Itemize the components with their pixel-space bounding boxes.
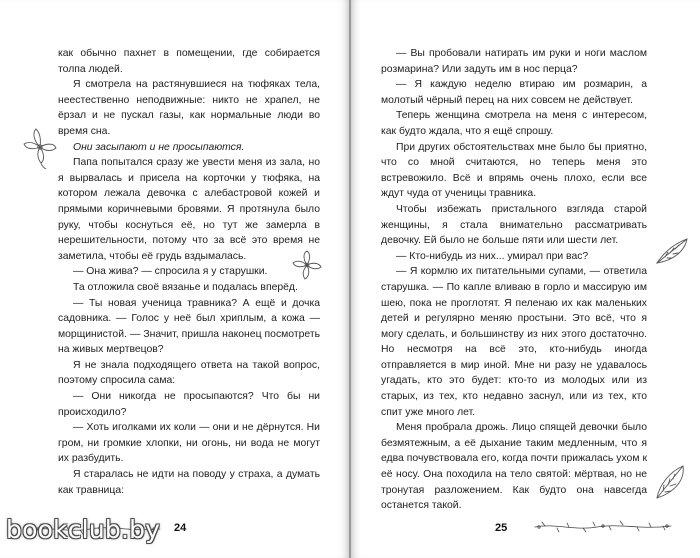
flower-ornament-icon	[290, 248, 324, 282]
page-number: 25	[495, 522, 508, 534]
flower-ornament-icon	[20, 123, 60, 169]
paragraph: Они засыпают и не просыпаются.	[73, 141, 245, 153]
left-page	[0, 0, 349, 558]
page-number: 24	[174, 522, 187, 534]
leaf-ornament-icon	[651, 462, 689, 502]
right-page-text	[381, 46, 647, 514]
paragraph: Я смотрела на растянувшиеся на тюфяках тела, неестественно неподвижные: никто не храпел, не ёрзал и не пускал газы, как нормальные люди во время сна.	[58, 79, 320, 137]
paragraph: как обычно пахнет в помещении, где собирается толпа людей.	[58, 48, 320, 75]
paragraph: Теперь женщина смотрела на меня с интересом, как будто ждала, что я ещё спрошу.	[381, 110, 647, 137]
paragraph: — Она жива? — спросила я у старушки.	[73, 266, 268, 278]
paragraph: — Я кормлю их питательными супами, — ответила старушка. — По капле вливаю в горло и массирую им шею, пока не проглотят. Я пеленаю их как маленьких детей и регулярно меняю простыни. Это всё, что я могу сделать, и большинству из них этого достаточно. Но несмотря на всё это, кто-нибудь иногда отправляется в мир иной. Мне ни разу не удавалось угадать, кто это будет: кто-то из молодых или из старых, из тех, кто недавно заснул, или из тех, кто спит уже много лет.	[381, 266, 647, 418]
paragraph: Я не знала подходящего ответа на такой вопрос, поэтому спросила сама:	[58, 359, 320, 387]
paragraph: Чтобы избежать пристального взгляда старой женщины, я стала внимательно рассматривать девочку. Ей было не больше пяти или шести лет.	[381, 203, 647, 247]
paragraph: — Я каждую неделю втираю им розмарин, а молотый чёрный перец на них совсем не действует.	[381, 79, 647, 106]
paragraph: Я старалась не идти на поводу у страха, а думать как травница:	[58, 469, 320, 496]
paragraph: Та отложила своё вязанье и подалась вперёд.	[73, 281, 298, 293]
leaf-ornament-icon	[653, 236, 691, 266]
left-page-text	[58, 46, 320, 498]
paragraph: При других обстоятельствах мне было бы приятно, что со мной считаются, но теперь меня это встревожило. Всё и впрямь очень плохо, если все ждут чуда от ученицы травника.	[381, 141, 647, 200]
vine-ornament-icon	[533, 520, 673, 534]
paragraph: — Кто-нибудь из них... умирал при вас?	[396, 250, 589, 262]
paragraph: Папа попытался сразу же увести меня из зала, но я вырвалась и присела на корточки у тюфяка, на котором лежала девочка с алебастровой кожей и прямыми коричневыми бровями. Я протянула было руку, чтобы коснуться её, но тут же замерла в нерешительности, потому что за всё это время не заметила, чтобы её грудь вздымалась.	[58, 157, 320, 262]
paragraph: — Они никогда не просыпаются? Что бы ни происходило?	[58, 391, 320, 418]
paragraph: — Вы пробовали натирать им руки и ноги маслом розмарина? Или задуть им в нос перца?	[381, 48, 647, 75]
paragraph: Меня пробрала дрожь. Лицо спящей девочки было безмятежным, а её дыхание таким медленным, что я едва почувствовала его, когда почти прижалась ухом к её носу. Она походила на тело святой: мёртвая, но не тронутая разложением. Как будто она навсегда останется такой.	[381, 422, 647, 512]
watermark: bookclub.by	[6, 515, 161, 544]
right-page	[351, 0, 700, 558]
paragraph: — Ты новая ученица травника? А ещё и дочка садовника. — Голос у неё был хриплым, а кожа — морщинистой. — Значит, пришла наконец посмотреть на живых мертвецов?	[58, 297, 320, 356]
paragraph: — Хоть иголками их коли — они и не дёрнутся. Ни гром, ни громкие хлопки, ни огонь, ни вода не могут их разбудить.	[58, 422, 320, 465]
